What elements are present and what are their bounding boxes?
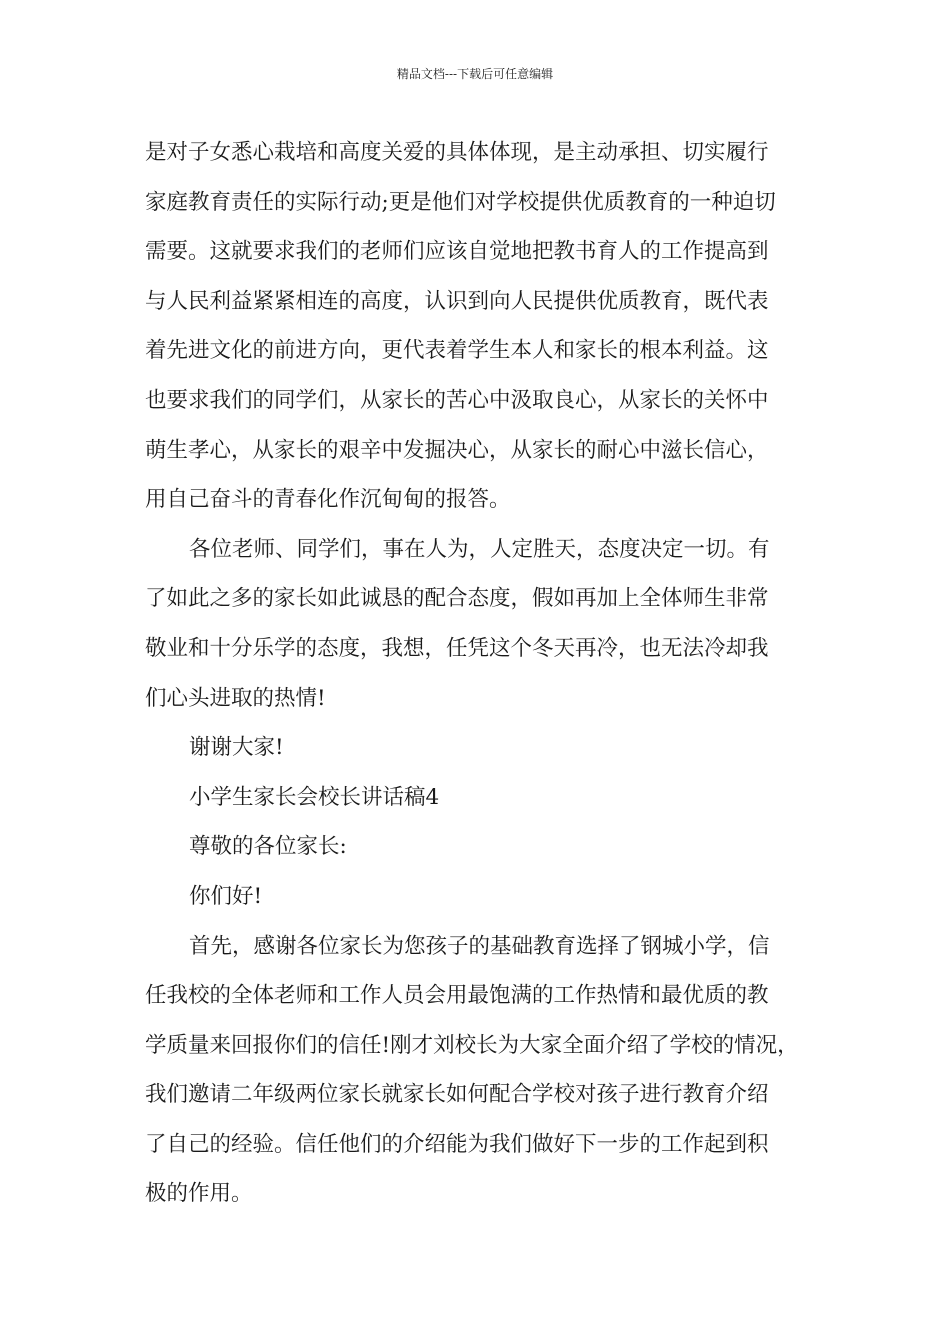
text-line: 需要。这就要求我们的老师们应该自觉地把教书育人的工作提高到 — [145, 239, 769, 265]
greeting: 你们好! — [189, 883, 263, 909]
document-body — [145, 128, 815, 1219]
section-title: 小学生家长会校长讲话稿4 — [189, 784, 440, 810]
text-line: 萌生孝心，从家长的艰辛中发掘决心，从家长的耐心中滋长信心， — [145, 437, 769, 463]
text-line: 家庭教育责任的实际行动;更是他们对学校提供优质教育的一种迫切 — [145, 189, 776, 215]
text-line: 与人民利益紧紧相连的高度，认识到向人民提供优质教育，既代表 — [145, 288, 769, 314]
text-line: 学质量来回报你们的信任!刚才刘校长为大家全面介绍了学校的情况， — [145, 1032, 799, 1058]
text-line: 是对子女悉心栽培和高度关爱的具体体现，是主动承担、切实履行 — [145, 140, 769, 165]
text-line: 我们邀请二年级两位家长就家长如何配合学校对孩子进行教育介绍 — [145, 1082, 769, 1108]
page-header: 精品文档---下载后可任意编辑 — [396, 67, 554, 81]
salutation: 尊敬的各位家长: — [189, 834, 347, 860]
text-line: 各位老师、同学们，事在人为，人定胜天，态度决定一切。有 — [189, 536, 770, 562]
text-line: 用自己奋斗的青春化作沉甸甸的报答。 — [145, 487, 511, 513]
text-line: 了如此之多的家长如此诚恳的配合态度，假如再加上全体师生非常 — [145, 586, 769, 612]
text-line: 极的作用。 — [145, 1181, 253, 1207]
text-line: 们心头进取的热情! — [145, 685, 326, 711]
text-line: 了自己的经验。信任他们的介绍能为我们做好下一步的工作起到积 — [145, 1131, 769, 1157]
text-line: 谢谢大家! — [189, 735, 284, 761]
text-line: 也要求我们的同学们，从家长的苦心中汲取良心，从家长的关怀中 — [145, 387, 769, 413]
text-line: 任我校的全体老师和工作人员会用最饱满的工作热情和最优质的教 — [145, 983, 769, 1009]
text-line: 着先进文化的前进方向，更代表着学生本人和家长的根本利益。这 — [145, 338, 769, 364]
text-line: 首先，感谢各位家长为您孩子的基础教育选择了钢城小学，信 — [189, 933, 770, 959]
text-line: 敬业和十分乐学的态度，我想，任凭这个冬天再冷，也无法冷却我 — [145, 635, 769, 661]
